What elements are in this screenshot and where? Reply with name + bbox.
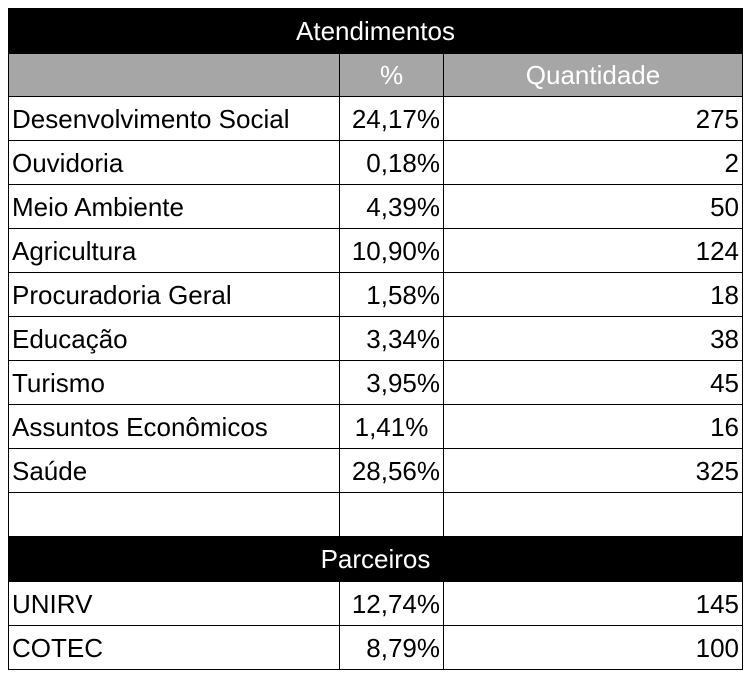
column-header-row [9, 54, 743, 97]
blank-cell [9, 493, 340, 537]
row-name: Desenvolvimento Social [9, 97, 340, 141]
row-percent: 1,58% [340, 273, 444, 317]
row-name: Assuntos Econômicos [9, 405, 340, 449]
blank-cell [444, 493, 743, 537]
partner-name: UNIRV [9, 582, 340, 626]
partner-row [9, 626, 743, 670]
row-quantity: 45 [444, 361, 743, 405]
table-row [9, 405, 743, 449]
title-row [9, 9, 743, 54]
row-percent: 10,90% [340, 229, 444, 273]
row-percent: 3,34% [340, 317, 444, 361]
row-name: Educação [9, 317, 340, 361]
table-row [9, 361, 743, 405]
row-name: Turismo [9, 361, 340, 405]
header-percent: % [340, 54, 444, 97]
atendimentos-table [8, 8, 743, 670]
table-title: Atendimentos [9, 9, 743, 54]
row-percent: 28,56% [340, 449, 444, 493]
table-row [9, 141, 743, 185]
table-row [9, 185, 743, 229]
row-name: Ouvidoria [9, 141, 340, 185]
row-percent: 1,41% [340, 405, 444, 449]
partner-percent: 12,74% [340, 582, 444, 626]
row-name: Meio Ambiente [9, 185, 340, 229]
row-quantity: 18 [444, 273, 743, 317]
row-name: Saúde [9, 449, 340, 493]
row-quantity: 275 [444, 97, 743, 141]
table-row [9, 229, 743, 273]
row-percent: 24,17% [340, 97, 444, 141]
partner-name: COTEC [9, 626, 340, 670]
row-quantity: 325 [444, 449, 743, 493]
row-quantity: 50 [444, 185, 743, 229]
partners-title: Parceiros [9, 537, 743, 582]
table-row [9, 97, 743, 141]
row-percent: 4,39% [340, 185, 444, 229]
partner-percent: 8,79% [340, 626, 444, 670]
table-row [9, 317, 743, 361]
row-quantity: 16 [444, 405, 743, 449]
header-quantity: Quantidade [444, 54, 743, 97]
table-row [9, 449, 743, 493]
row-name: Procuradoria Geral [9, 273, 340, 317]
header-name [9, 54, 340, 97]
row-percent: 3,95% [340, 361, 444, 405]
partner-quantity: 100 [444, 626, 743, 670]
row-quantity: 2 [444, 141, 743, 185]
row-quantity: 124 [444, 229, 743, 273]
partners-title-row [9, 537, 743, 582]
row-quantity: 38 [444, 317, 743, 361]
row-name: Agricultura [9, 229, 340, 273]
blank-cell [340, 493, 444, 537]
table-row [9, 273, 743, 317]
row-percent: 0,18% [340, 141, 444, 185]
partner-row [9, 582, 743, 626]
partner-quantity: 145 [444, 582, 743, 626]
blank-row [9, 493, 743, 537]
